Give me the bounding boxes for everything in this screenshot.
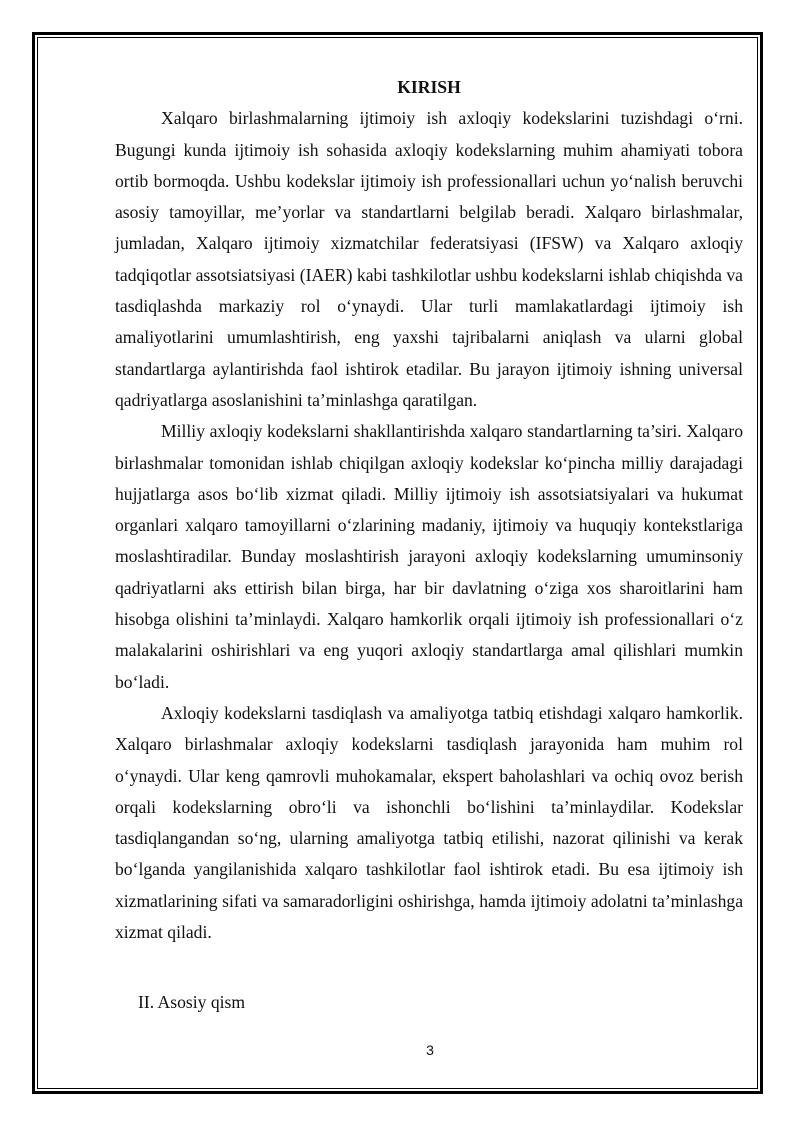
paragraph-2: Milliy axloqiy kodekslarni shakllantirishda xalqaro standartlarning ta’siri. Xalqaro birlashmalar tomonidan ishlab chiqilgan axloqiy kodekslar ko‘pincha milliy darajadagi hujjatlarga asos bo‘lib xizmat qiladi. Milliy ijtimoiy ish assotsiatsiyalari va hukumat organlari xalqaro tamoyillarni o‘zlarining madaniy, ijtimoiy va huquqiy kontekstlariga moslashtiradilar. Bunday moslashtirish jarayoni axloqiy kodekslarning umuminsoniy qadriyatlarni aks ettirish bilan birga, har bir davlatning o‘ziga xos sharoitlarini ham hisobga olishini ta’minlaydi. Xalqaro hamkorlik orqali ijtimoiy ish professionallari o‘z malakalarini oshirishlari va eng yuqori axloqiy standartlarga amal qilishlari mumkin bo‘ladi. <box>115 421 743 692</box>
page-number: 3 <box>426 1042 434 1058</box>
document-title: KIRISH <box>397 77 461 97</box>
document-body <box>115 72 743 1019</box>
paragraph-1: Xalqaro birlashmalarning ijtimoiy ish axloqiy kodekslarini tuzishdagi o‘rni. Bugungi kunda ijtimoiy ish sohasida axloqiy kodekslarning muhim ahamiyati tobora ortib bormoqda. Ushbu kodekslar ijtimoiy ish professionallari uchun yo‘nalish beruvchi asosiy tamoyillar, me’yorlar va standartlarni belgilab beradi. Xalqaro birlashmalar, jumladan, Xalqaro ijtimoiy xizmatchilar federatsiyasi (IFSW) va Xalqaro axloqiy tadqiqotlar assotsiatsiyasi (IAER) kabi tashkilotlar ushbu kodekslarni ishlab chiqishda va tasdiqlashda markaziy rol o‘ynaydi. Ular turli mamlakatlardagi ijtimoiy ish amaliyotlarini umumlashtirish, eng yaxshi tajribalarni aniqlash va ularni global standartlarga aylantirishda faol ishtirok etadilar. Bu jarayon ijtimoiy ishning universal qadriyatlarga asoslanishini ta’minlashga qaratilgan. <box>115 108 743 410</box>
paragraph-3: Axloqiy kodekslarni tasdiqlash va amaliyotga tatbiq etishdagi xalqaro hamkorlik. Xalqaro birlashmalar axloqiy kodekslarni tasdiqlash jarayonida ham muhim rol o‘ynaydi. Ular keng qamrovli muhokamalar, ekspert baholashlari va ochiq ovoz berish orqali kodekslarning obro‘li va ishonchli bo‘lishini ta’minlaydilar. Kodekslar tasdiqlangandan so‘ng, ularning amaliyotga tatbiq etilishi, nazorat qilinishi va kerak bo‘lganda yangilanishida xalqaro tashkilotlar faol ishtirok etadi. Bu esa ijtimoiy ish xizmatlarining sifati va samaradorligini oshirishga, hamda ijtimoiy adolatni ta’minlashga xizmat qiladi. <box>115 702 743 943</box>
section-heading: II. Asosiy qism <box>138 992 246 1013</box>
